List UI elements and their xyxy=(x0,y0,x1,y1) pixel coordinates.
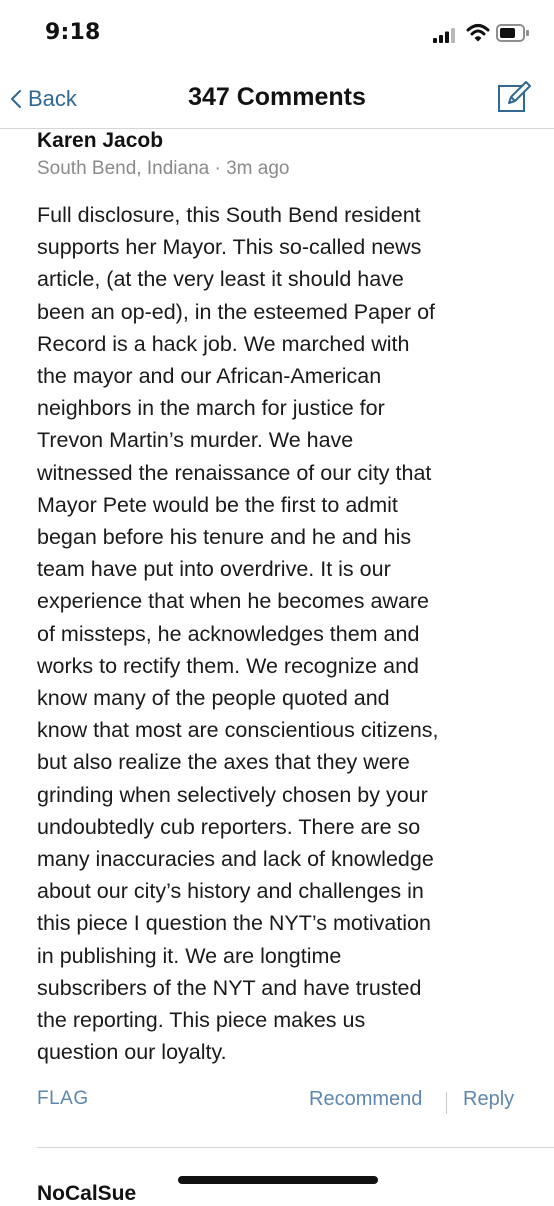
battery-icon xyxy=(496,24,530,42)
comment-line: witnessed the renaissance of our city that xyxy=(37,460,432,485)
comment-line: Mayor Pete would be the first to admit xyxy=(37,492,398,517)
comment-line: team have put into overdrive. It is our xyxy=(37,557,391,582)
page-title: 347 Comments xyxy=(188,83,366,111)
cellular-signal-icon xyxy=(433,27,457,43)
comment-line: been an op-ed), in the esteemed Paper of xyxy=(37,299,436,324)
status-bar xyxy=(0,0,554,70)
back-label: Back xyxy=(28,86,77,111)
comment-line: Record is a hack job. We marched with xyxy=(37,331,410,356)
comment-line: the mayor and our African-American xyxy=(37,364,382,389)
comment-line: know many of the people quoted and xyxy=(37,686,390,711)
comment-line: this piece I question the NYT’s motivation xyxy=(37,911,431,936)
comment-line: supports her Mayor. This so-called news xyxy=(37,235,422,260)
next-comment-author[interactable]: NoCalSue xyxy=(37,1182,137,1205)
comment-line: in publishing it. We are longtime xyxy=(37,943,342,968)
status-time: 9:18 xyxy=(45,20,101,45)
comment-line: undoubtedly cub reporters. There are so xyxy=(37,814,421,839)
comment-line: began before his tenure and he and his xyxy=(37,525,412,550)
comment-body xyxy=(37,199,521,1068)
action-divider xyxy=(446,1092,447,1114)
comment-line: question our loyalty. xyxy=(37,1040,227,1065)
comment-line: works to rectify them. We recognize and xyxy=(37,653,419,678)
wifi-icon xyxy=(466,23,490,43)
recommend-button[interactable]: Recommend xyxy=(309,1088,423,1110)
comment-line: Trevon Martin’s murder. We have xyxy=(37,428,354,453)
flag-button[interactable]: FLAG xyxy=(37,1088,89,1109)
reply-button[interactable]: Reply xyxy=(463,1088,515,1110)
meta-separator: · xyxy=(214,158,221,179)
comment-divider xyxy=(37,1147,554,1148)
comment-location: South Bend, Indiana xyxy=(37,158,210,179)
comment-line: of missteps, he acknowledges them and xyxy=(37,621,420,646)
comment-line: neighbors in the march for justice for xyxy=(37,396,385,421)
comment-line: grinding when selectively chosen by your xyxy=(37,782,428,807)
home-indicator[interactable] xyxy=(178,1176,378,1184)
comment-line: experience that when he becomes aware xyxy=(37,589,430,614)
comment-line: Full disclosure, this South Bend resident xyxy=(37,203,421,227)
comment-line: the reporting. This piece makes us xyxy=(37,1008,366,1033)
comment-line: about our city’s history and challenges in xyxy=(37,879,424,904)
comment-actions xyxy=(0,1088,554,1118)
comment-author[interactable]: Karen Jacob xyxy=(37,129,164,152)
comment-line: subscribers of the NYT and have trusted xyxy=(37,975,422,1000)
compose-icon[interactable] xyxy=(496,80,532,116)
nav-bar xyxy=(0,70,554,130)
comment-time: 3m ago xyxy=(226,158,290,179)
comment-line: many inaccuracies and lack of knowledge xyxy=(37,847,434,872)
comment-meta xyxy=(37,158,289,180)
comment-line: article, (at the very least it should have xyxy=(37,267,404,292)
comment-line: but also realize the axes that they were xyxy=(37,750,410,775)
comment-line: know that most are conscientious citizens, xyxy=(37,718,439,743)
